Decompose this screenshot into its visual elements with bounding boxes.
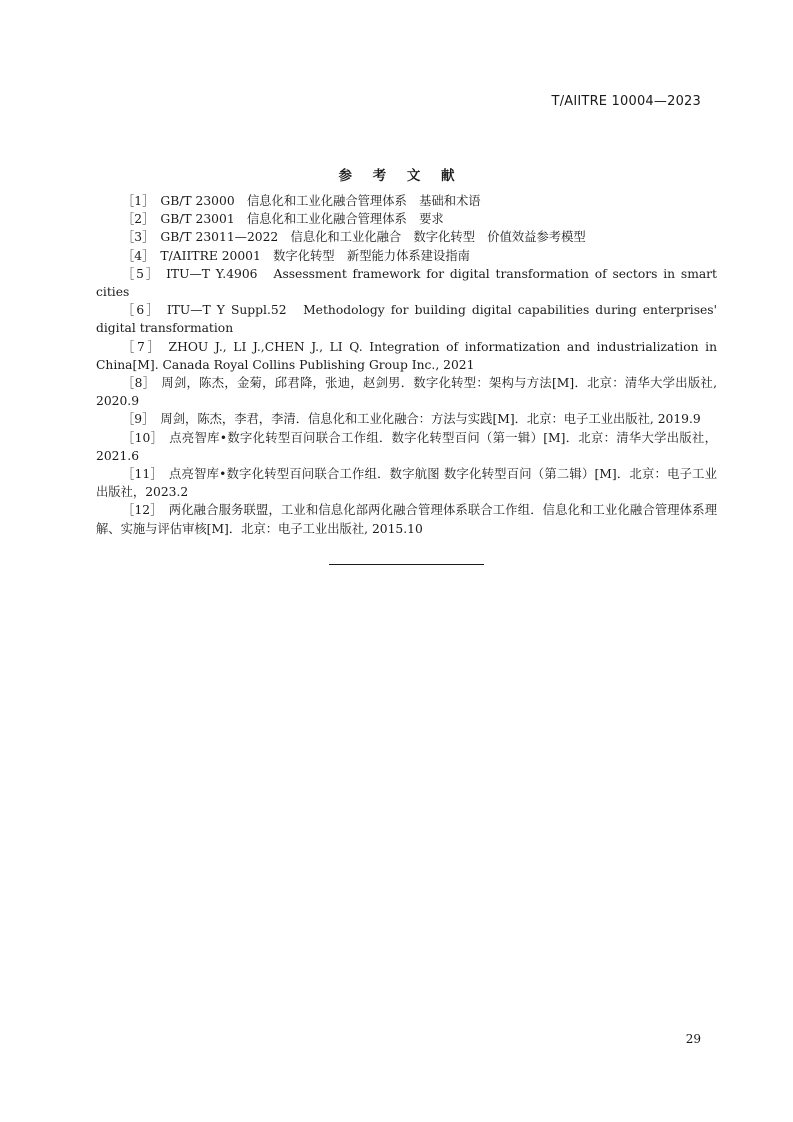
- reference-number: ［3］: [122, 230, 155, 245]
- reference-text: GB/T 23011—2022 信息化和工业化融合 数字化转型 价值效益参考模型: [160, 230, 586, 245]
- reference-item: [96, 410, 717, 428]
- reference-text: ITU—T Y.4906 Assessment framework for digital transformation of sectors in smart cities: [96, 266, 718, 300]
- reference-text: GB/T 23001 信息化和工业化融合管理体系 要求: [160, 212, 444, 227]
- reference-number: ［5］: [122, 266, 161, 281]
- reference-number: ［11］: [122, 467, 163, 482]
- reference-item: [96, 301, 717, 337]
- reference-number: ［8］: [122, 376, 156, 391]
- reference-item: [96, 210, 717, 228]
- reference-item: [96, 247, 717, 265]
- reference-item: [96, 338, 717, 374]
- reference-text: 周剑，陈杰，李君，李清．信息化和工业化融合：方法与实践[M]．北京：电子工业出版社, 2019.9: [160, 412, 701, 427]
- reference-text: 点亮智库•数字化转型百问联合工作组．数字航图 数字化转型百问（第二辑）[M]．北京：电子工业出版社，2023.2: [96, 467, 717, 500]
- reference-item: [96, 192, 717, 210]
- reference-text: ZHOU J., LI J.,CHEN J., LI Q. Integration of informatization and industrialization in China[M]. Canada Royal Collins Publishing Group Inc., 2021: [96, 339, 717, 372]
- standard-code: T/AIITRE 10004—2023: [551, 94, 701, 109]
- reference-item: [96, 228, 717, 246]
- reference-item: [96, 429, 717, 465]
- reference-text: 两化融合服务联盟，工业和信息化部两化融合管理体系联合工作组．信息化和工业化融合管理体系理解、实施与评估审核[M]．北京：电子工业出版社, 2015.10: [96, 503, 717, 536]
- end-divider: [329, 564, 484, 565]
- reference-number: ［9］: [122, 412, 155, 427]
- reference-text: 周剑，陈杰，金菊，邱君降，张迪，赵剑男．数字化转型：架构与方法[M]．北京：清华大学出版社, 2020.9: [96, 376, 717, 409]
- reference-text: T/AIITRE 20001 数字化转型 新型能力体系建设指南: [160, 248, 470, 263]
- reference-list: [96, 192, 717, 538]
- reference-number: ［12］: [122, 503, 163, 518]
- reference-number: ［6］: [122, 303, 161, 318]
- reference-number: ［7］: [122, 339, 163, 354]
- reference-item: [96, 501, 717, 537]
- reference-text: ITU—T Y Suppl.52 Methodology for building digital capabilities during enterprises' digital transformation: [96, 303, 718, 336]
- reference-number: ［1］: [122, 194, 155, 208]
- section-title: 参 考 文 献: [338, 168, 463, 184]
- reference-number: ［4］: [122, 248, 155, 263]
- reference-number: ［2］: [122, 212, 155, 227]
- reference-text: 点亮智库•数字化转型百问联合工作组．数字化转型百问（第一辑）[M]．北京：清华大学出版社，2021.6: [96, 430, 717, 463]
- reference-item: [96, 265, 717, 301]
- page-number: 29: [685, 1032, 701, 1046]
- reference-item: [96, 465, 717, 501]
- reference-number: ［10］: [122, 430, 164, 445]
- reference-item: [96, 374, 717, 410]
- reference-text: GB/T 23000 信息化和工业化融合管理体系 基础和术语: [160, 194, 481, 208]
